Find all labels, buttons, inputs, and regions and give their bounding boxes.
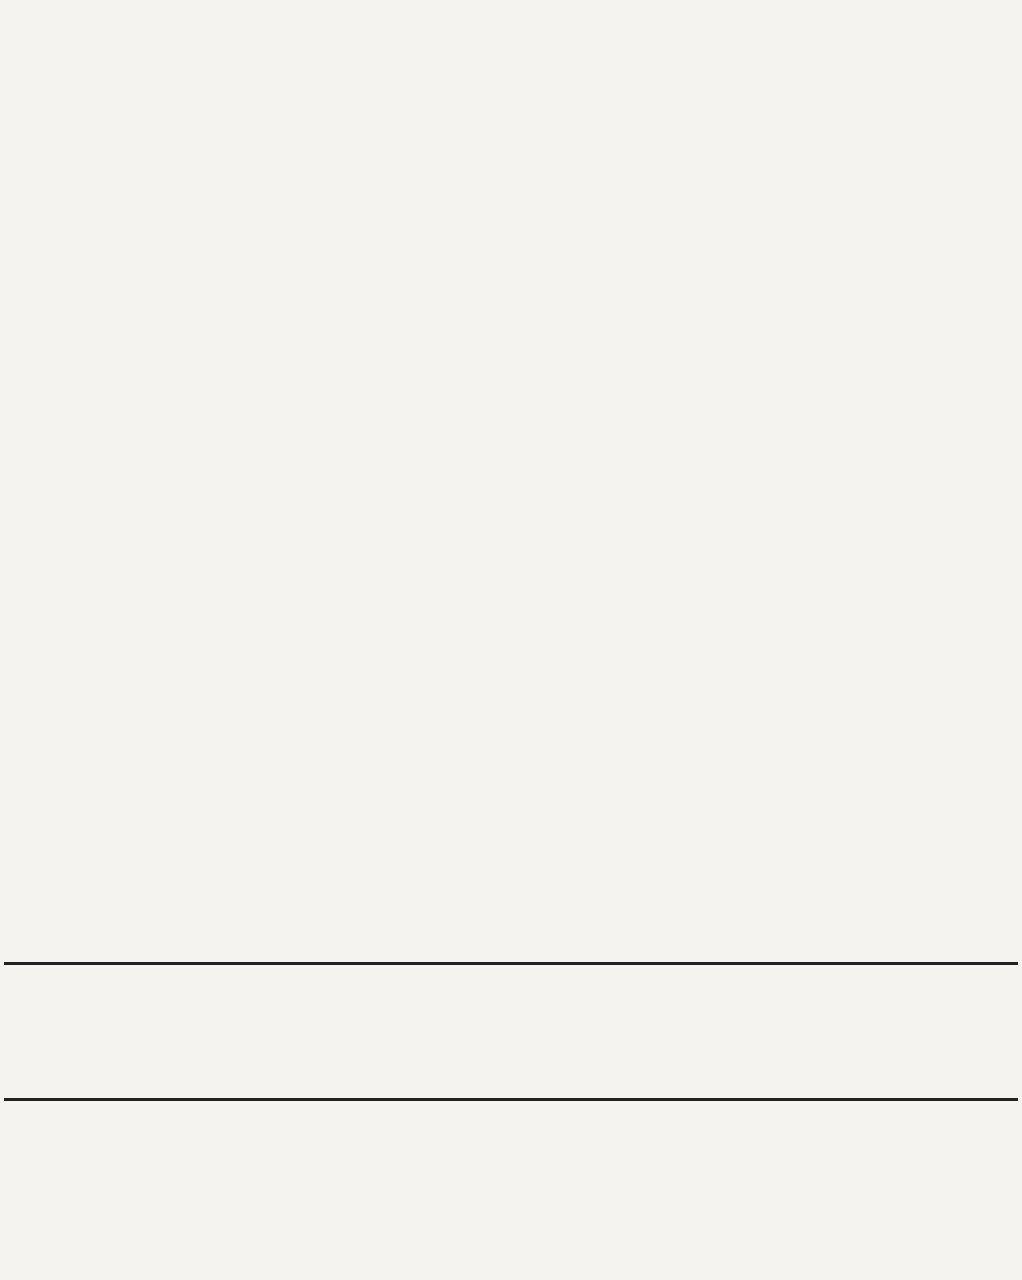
table-425-footnotes [230,936,410,947]
watermark-text [133,409,928,832]
section-divider [4,962,1018,965]
section-divider [4,1098,1018,1101]
table-425-title [170,92,176,114]
